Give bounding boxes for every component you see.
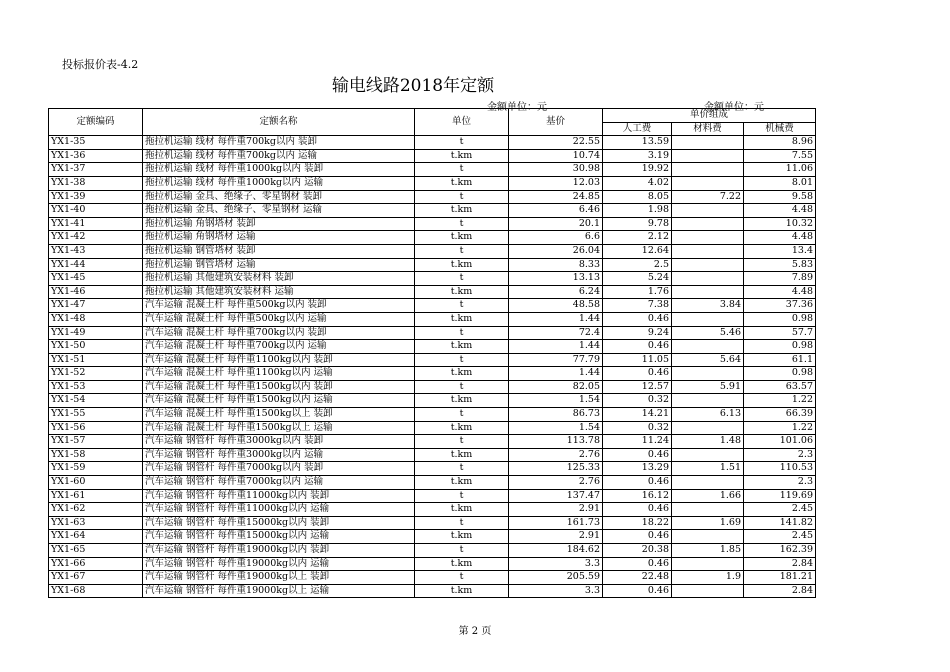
table-row [49,394,816,408]
cell-labor-cost: 0.46 [603,476,672,490]
header-price-composition: 单价组成 [603,109,816,123]
cell-code: YX1-54 [49,394,143,408]
cell-machine-cost: 2.3 [744,476,816,490]
cell-code: YX1-37 [49,163,143,177]
cell-base-price: 13.13 [509,272,603,286]
table-row [49,149,816,163]
cell-code: YX1-68 [49,584,143,598]
table-row [49,421,816,435]
table-body [49,136,816,598]
cell-unit: t [415,380,509,394]
cell-labor-cost: 11.24 [603,435,672,449]
cell-unit: t [415,571,509,585]
cell-name: 汽车运输 钢管杆 每件重19000kg以上 装卸 [143,571,415,585]
cell-name: 汽车运输 钢管杆 每件重19000kg以上 运输 [143,584,415,598]
cell-code: YX1-59 [49,462,143,476]
cell-machine-cost: 37.36 [744,299,816,313]
cell-name: 汽车运输 混凝土杆 每件重1500kg以内 装卸 [143,380,415,394]
cell-material-cost: 1.66 [672,489,744,503]
cell-unit: t [415,353,509,367]
cell-unit: t.km [415,340,509,354]
cell-machine-cost: 11.06 [744,163,816,177]
cell-name: 拖拉机运输 金具、绝缘子、零星钢材 装卸 [143,190,415,204]
cell-name: 汽车运输 混凝土杆 每件重1500kg以上 运输 [143,421,415,435]
cell-base-price: 125.33 [509,462,603,476]
table-row [49,462,816,476]
table-row [49,489,816,503]
cell-labor-cost: 19.92 [603,163,672,177]
cell-material-cost [672,149,744,163]
cell-machine-cost: 110.53 [744,462,816,476]
cell-code: YX1-46 [49,285,143,299]
cell-base-price: 6.46 [509,204,603,218]
table-row [49,244,816,258]
cell-labor-cost: 3.19 [603,149,672,163]
cell-labor-cost: 20.38 [603,544,672,558]
cell-code: YX1-40 [49,204,143,218]
cell-material-cost [672,217,744,231]
table-row [49,408,816,422]
table-row [49,448,816,462]
cell-name: 拖拉机运输 角钢塔材 装卸 [143,217,415,231]
cell-name: 汽车运输 混凝土杆 每件重500kg以内 装卸 [143,299,415,313]
table-row [49,476,816,490]
cell-name: 汽车运输 混凝土杆 每件重1100kg以内 运输 [143,367,415,381]
cell-name: 汽车运输 混凝土杆 每件重1500kg以上 装卸 [143,408,415,422]
cell-base-price: 2.76 [509,448,603,462]
cell-labor-cost: 5.24 [603,272,672,286]
cell-unit: t.km [415,312,509,326]
cell-name: 汽车运输 钢管杆 每件重7000kg以内 运输 [143,476,415,490]
cell-machine-cost: 2.3 [744,448,816,462]
cell-machine-cost: 101.06 [744,435,816,449]
cell-unit: t [415,489,509,503]
cell-base-price: 20.1 [509,217,603,231]
cell-machine-cost: 8.01 [744,176,816,190]
cell-code: YX1-60 [49,476,143,490]
cell-machine-cost: 0.98 [744,340,816,354]
cell-material-cost: 5.64 [672,353,744,367]
cell-base-price: 3.3 [509,584,603,598]
header-name: 定额名称 [143,109,415,136]
cell-code: YX1-45 [49,272,143,286]
table-row [49,163,816,177]
table-row [49,557,816,571]
cell-labor-cost: 0.46 [603,503,672,517]
cell-machine-cost: 0.98 [744,367,816,381]
cell-code: YX1-52 [49,367,143,381]
cell-material-cost [672,530,744,544]
cell-base-price: 6.24 [509,285,603,299]
table-row [49,516,816,530]
cell-machine-cost: 5.83 [744,258,816,272]
cell-code: YX1-64 [49,530,143,544]
cell-machine-cost: 13.4 [744,244,816,258]
cell-name: 汽车运输 钢管杆 每件重19000kg以内 运输 [143,557,415,571]
header-base-price: 基价 [509,109,603,136]
table-row [49,367,816,381]
cell-unit: t.km [415,149,509,163]
cell-machine-cost: 4.48 [744,285,816,299]
cell-machine-cost: 2.84 [744,557,816,571]
cell-name: 汽车运输 钢管杆 每件重15000kg以内 装卸 [143,516,415,530]
table-row [49,190,816,204]
cell-unit: t [415,244,509,258]
cell-machine-cost: 162.39 [744,544,816,558]
cell-unit: t [415,516,509,530]
cell-material-cost: 7.22 [672,190,744,204]
cell-base-price: 30.98 [509,163,603,177]
table-row [49,571,816,585]
cell-material-cost [672,176,744,190]
cell-base-price: 26.04 [509,244,603,258]
cell-material-cost [672,394,744,408]
table-row [49,217,816,231]
cell-material-cost [672,557,744,571]
cell-machine-cost: 119.69 [744,489,816,503]
cell-machine-cost: 10.32 [744,217,816,231]
table-row [49,326,816,340]
header-material-cost: 材料费 [672,122,744,136]
cell-code: YX1-48 [49,312,143,326]
header-unit: 单位 [415,109,509,136]
cell-machine-cost: 57.7 [744,326,816,340]
cell-base-price: 77.79 [509,353,603,367]
cell-labor-cost: 0.46 [603,557,672,571]
cell-labor-cost: 12.64 [603,244,672,258]
cell-material-cost: 1.51 [672,462,744,476]
cell-name: 汽车运输 钢管杆 每件重11000kg以内 装卸 [143,489,415,503]
cell-name: 汽车运输 混凝土杆 每件重500kg以内 运输 [143,312,415,326]
cell-code: YX1-39 [49,190,143,204]
cell-base-price: 2.91 [509,503,603,517]
cell-machine-cost: 181.21 [744,571,816,585]
cell-labor-cost: 0.46 [603,584,672,598]
table-row [49,136,816,150]
cell-name: 拖拉机运输 金具、绝缘子、零星钢材 运输 [143,204,415,218]
cell-name: 汽车运输 钢管杆 每件重3000kg以内 装卸 [143,435,415,449]
cell-base-price: 1.44 [509,312,603,326]
cell-machine-cost: 4.48 [744,204,816,218]
cell-code: YX1-57 [49,435,143,449]
cell-labor-cost: 18.22 [603,516,672,530]
cell-unit: t.km [415,285,509,299]
cell-machine-cost: 63.57 [744,380,816,394]
cell-machine-cost: 61.1 [744,353,816,367]
page-title: 输电线路2018年定额 [331,76,495,96]
cell-machine-cost: 8.96 [744,136,816,150]
cell-name: 拖拉机运输 钢管塔材 运输 [143,258,415,272]
cell-name: 拖拉机运输 线材 每件重1000kg以内 运输 [143,176,415,190]
cell-labor-cost: 13.59 [603,136,672,150]
cell-material-cost [672,312,744,326]
cell-labor-cost: 7.38 [603,299,672,313]
cell-code: YX1-51 [49,353,143,367]
cell-material-cost [672,367,744,381]
cell-unit: t.km [415,530,509,544]
table-header [49,109,816,136]
cell-code: YX1-61 [49,489,143,503]
cell-code: YX1-43 [49,244,143,258]
cell-name: 汽车运输 混凝土杆 每件重700kg以内 运输 [143,340,415,354]
cell-labor-cost: 0.46 [603,312,672,326]
cell-material-cost: 1.9 [672,571,744,585]
cell-unit: t [415,462,509,476]
table-row [49,231,816,245]
cell-labor-cost: 2.5 [603,258,672,272]
cell-code: YX1-44 [49,258,143,272]
amount-unit-note-left: 金额单位：元 [487,102,547,113]
cell-base-price: 12.03 [509,176,603,190]
cell-material-cost: 5.91 [672,380,744,394]
cell-machine-cost: 0.98 [744,312,816,326]
cell-machine-cost: 7.89 [744,272,816,286]
cell-material-cost [672,272,744,286]
document-label: 投标报价表-4.2 [62,58,139,71]
cell-unit: t.km [415,204,509,218]
cell-material-cost [672,340,744,354]
cell-labor-cost: 13.29 [603,462,672,476]
cell-base-price: 1.54 [509,421,603,435]
table-row [49,176,816,190]
cell-name: 拖拉机运输 线材 每件重700kg以内 运输 [143,149,415,163]
cell-labor-cost: 0.46 [603,340,672,354]
cell-code: YX1-56 [49,421,143,435]
cell-code: YX1-50 [49,340,143,354]
cell-code: YX1-49 [49,326,143,340]
cell-code: YX1-58 [49,448,143,462]
table-row [49,435,816,449]
cell-unit: t.km [415,476,509,490]
cell-material-cost [672,584,744,598]
cell-labor-cost: 0.32 [603,394,672,408]
cell-unit: t [415,190,509,204]
cell-base-price: 6.6 [509,231,603,245]
cell-base-price: 72.4 [509,326,603,340]
quota-table [48,108,816,598]
cell-material-cost: 5.46 [672,326,744,340]
cell-base-price: 82.05 [509,380,603,394]
cell-code: YX1-55 [49,408,143,422]
cell-labor-cost: 9.78 [603,217,672,231]
table-row [49,340,816,354]
cell-name: 汽车运输 钢管杆 每件重19000kg以内 装卸 [143,544,415,558]
cell-material-cost [672,231,744,245]
cell-base-price: 10.74 [509,149,603,163]
cell-base-price: 2.76 [509,476,603,490]
table-row [49,530,816,544]
cell-name: 汽车运输 钢管杆 每件重11000kg以内 运输 [143,503,415,517]
cell-unit: t [415,217,509,231]
cell-machine-cost: 2.45 [744,530,816,544]
cell-labor-cost: 2.12 [603,231,672,245]
cell-labor-cost: 0.32 [603,421,672,435]
cell-material-cost: 1.69 [672,516,744,530]
table-row [49,380,816,394]
cell-name: 汽车运输 钢管杆 每件重15000kg以内 运输 [143,530,415,544]
cell-name: 汽车运输 混凝土杆 每件重1100kg以内 装卸 [143,353,415,367]
cell-labor-cost: 4.02 [603,176,672,190]
cell-material-cost [672,136,744,150]
cell-material-cost [672,285,744,299]
cell-unit: t.km [415,231,509,245]
cell-base-price: 113.78 [509,435,603,449]
table-row [49,503,816,517]
cell-code: YX1-38 [49,176,143,190]
cell-code: YX1-67 [49,571,143,585]
cell-labor-cost: 1.76 [603,285,672,299]
cell-machine-cost: 7.55 [744,149,816,163]
cell-code: YX1-35 [49,136,143,150]
cell-name: 拖拉机运输 其他建筑安装材料 运输 [143,285,415,299]
cell-name: 拖拉机运输 线材 每件重1000kg以内 装卸 [143,163,415,177]
cell-unit: t.km [415,503,509,517]
cell-material-cost [672,503,744,517]
cell-base-price: 86.73 [509,408,603,422]
cell-name: 汽车运输 钢管杆 每件重3000kg以内 运输 [143,448,415,462]
cell-labor-cost: 1.98 [603,204,672,218]
cell-name: 拖拉机运输 其他建筑安装材料 装卸 [143,272,415,286]
cell-code: YX1-53 [49,380,143,394]
cell-unit: t [415,272,509,286]
cell-unit: t [415,326,509,340]
cell-code: YX1-36 [49,149,143,163]
table-row [49,312,816,326]
cell-base-price: 2.91 [509,530,603,544]
table-row [49,285,816,299]
cell-unit: t.km [415,394,509,408]
cell-base-price: 3.3 [509,557,603,571]
cell-code: YX1-65 [49,544,143,558]
amount-unit-note-right: 金额单位：元 [704,102,764,113]
cell-material-cost [672,258,744,272]
cell-labor-cost: 22.48 [603,571,672,585]
cell-material-cost [672,421,744,435]
cell-name: 汽车运输 混凝土杆 每件重1500kg以内 运输 [143,394,415,408]
cell-unit: t [415,163,509,177]
cell-machine-cost: 1.22 [744,421,816,435]
cell-base-price: 8.33 [509,258,603,272]
cell-code: YX1-62 [49,503,143,517]
cell-labor-cost: 0.46 [603,448,672,462]
cell-name: 拖拉机运输 钢管塔材 装卸 [143,244,415,258]
cell-unit: t [415,136,509,150]
cell-machine-cost: 2.84 [744,584,816,598]
cell-base-price: 1.44 [509,367,603,381]
table-row [49,353,816,367]
cell-base-price: 137.47 [509,489,603,503]
cell-labor-cost: 9.24 [603,326,672,340]
cell-unit: t [415,299,509,313]
cell-machine-cost: 66.39 [744,408,816,422]
cell-labor-cost: 16.12 [603,489,672,503]
table-row [49,272,816,286]
cell-unit: t [415,544,509,558]
cell-base-price: 22.55 [509,136,603,150]
cell-base-price: 205.59 [509,571,603,585]
cell-base-price: 184.62 [509,544,603,558]
cell-machine-cost: 1.22 [744,394,816,408]
cell-name: 汽车运输 钢管杆 每件重7000kg以内 装卸 [143,462,415,476]
cell-code: YX1-47 [49,299,143,313]
cell-unit: t.km [415,421,509,435]
cell-material-cost: 1.85 [672,544,744,558]
cell-base-price: 48.58 [509,299,603,313]
table-row [49,258,816,272]
cell-material-cost: 3.84 [672,299,744,313]
cell-unit: t.km [415,557,509,571]
cell-code: YX1-63 [49,516,143,530]
cell-material-cost [672,163,744,177]
cell-material-cost [672,476,744,490]
cell-base-price: 1.54 [509,394,603,408]
cell-name: 拖拉机运输 线材 每件重700kg以内 装卸 [143,136,415,150]
cell-name: 拖拉机运输 角钢塔材 运输 [143,231,415,245]
cell-unit: t [415,435,509,449]
cell-unit: t.km [415,176,509,190]
cell-machine-cost: 4.48 [744,231,816,245]
cell-base-price: 1.44 [509,340,603,354]
header-code: 定额编码 [49,109,143,136]
cell-material-cost [672,204,744,218]
cell-machine-cost: 9.58 [744,190,816,204]
cell-labor-cost: 12.57 [603,380,672,394]
cell-labor-cost: 11.05 [603,353,672,367]
cell-code: YX1-42 [49,231,143,245]
cell-unit: t.km [415,367,509,381]
cell-machine-cost: 2.45 [744,503,816,517]
table-row [49,299,816,313]
cell-code: YX1-41 [49,217,143,231]
cell-unit: t.km [415,258,509,272]
cell-name: 汽车运输 混凝土杆 每件重700kg以内 装卸 [143,326,415,340]
cell-material-cost: 6.13 [672,408,744,422]
cell-labor-cost: 14.21 [603,408,672,422]
cell-unit: t [415,408,509,422]
cell-base-price: 24.85 [509,190,603,204]
header-machine-cost: 机械费 [744,122,816,136]
cell-labor-cost: 0.46 [603,367,672,381]
cell-material-cost: 1.48 [672,435,744,449]
cell-labor-cost: 0.46 [603,530,672,544]
cell-material-cost [672,244,744,258]
cell-unit: t.km [415,448,509,462]
cell-unit: t.km [415,584,509,598]
cell-material-cost [672,448,744,462]
cell-machine-cost: 141.82 [744,516,816,530]
table-row [49,204,816,218]
cell-labor-cost: 8.05 [603,190,672,204]
table-row [49,544,816,558]
page-number: 第 2 页 [458,626,492,637]
cell-base-price: 161.73 [509,516,603,530]
header-labor-cost: 人工费 [603,122,672,136]
table-row [49,584,816,598]
cell-code: YX1-66 [49,557,143,571]
